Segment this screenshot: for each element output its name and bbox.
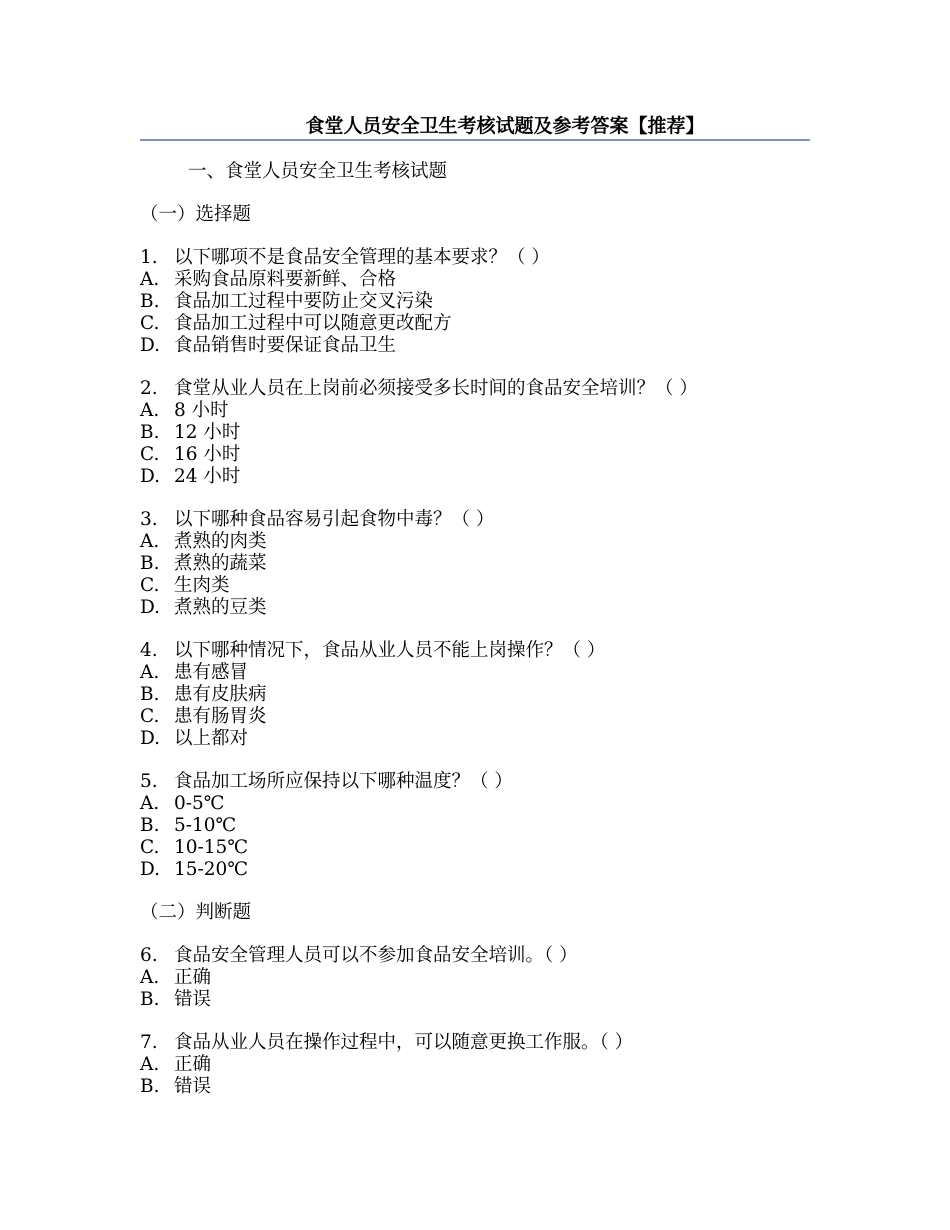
answer-option [140, 269, 810, 291]
question-block [140, 509, 810, 619]
option-text: 8 小时 [174, 400, 229, 421]
choice-question-list [140, 247, 810, 881]
question-block [140, 378, 810, 488]
question-number: 4. [140, 640, 158, 661]
answer-option [140, 989, 810, 1011]
option-label: B. [140, 815, 160, 836]
question-text: 以下哪项不是食品安全管理的基本要求？（ ） [174, 247, 550, 268]
document-body [140, 161, 810, 1119]
option-label: B. [140, 291, 160, 312]
option-text: 食品加工过程中要防止交叉污染 [174, 291, 434, 312]
question-block [140, 771, 810, 881]
option-text: 患有皮肤病 [174, 684, 267, 705]
option-text: 食品销售时要保证食品卫生 [174, 335, 397, 356]
question-text: 食品加工场所应保持以下哪种温度？（ ） [174, 771, 513, 792]
question-stem [140, 945, 810, 967]
option-label: C. [140, 837, 160, 858]
answer-option [140, 793, 810, 815]
option-label: A. [140, 967, 160, 988]
option-text: 16 小时 [174, 444, 241, 465]
option-label: A. [140, 269, 160, 290]
subsection-heading-judgment: （二）判断题 [140, 902, 252, 923]
question-stem [140, 771, 810, 793]
section-heading: 一、食堂人员安全卫生考核试题 [188, 161, 448, 182]
answer-option [140, 400, 810, 422]
option-text: 正确 [174, 1054, 212, 1075]
answer-option [140, 531, 810, 553]
option-label: B. [140, 684, 160, 705]
answer-option [140, 313, 810, 335]
option-text: 15-20℃ [174, 859, 249, 880]
option-label: B. [140, 422, 160, 443]
question-number: 1. [140, 247, 158, 268]
question-stem [140, 509, 810, 531]
answer-option [140, 575, 810, 597]
question-text: 以下哪种食品容易引起食物中毒？（ ） [174, 509, 495, 530]
option-label: A. [140, 531, 160, 552]
option-text: 患有肠胃炎 [174, 706, 267, 727]
option-text: 患有感冒 [174, 662, 249, 683]
question-block [140, 945, 810, 1011]
answer-option [140, 444, 810, 466]
answer-option [140, 553, 810, 575]
option-text: 12 小时 [174, 422, 241, 443]
option-text: 5-10℃ [174, 815, 237, 836]
option-label: D. [140, 466, 161, 487]
question-number: 2. [140, 378, 158, 399]
question-stem [140, 378, 810, 400]
question-stem [140, 1032, 810, 1054]
question-block [140, 1032, 810, 1098]
question-text: 食品安全管理人员可以不参加食品安全培训。（ ） [174, 945, 578, 966]
answer-option [140, 837, 810, 859]
option-label: C. [140, 444, 160, 465]
option-label: A. [140, 793, 160, 814]
answer-option [140, 967, 810, 989]
option-text: 采购食品原料要新鲜、合格 [174, 269, 397, 290]
answer-option [140, 662, 810, 684]
question-number: 7. [140, 1032, 158, 1053]
question-text: 食堂从业人员在上岗前必须接受多长时间的食品安全培训？（ ） [174, 378, 698, 399]
option-text: 错误 [174, 1076, 212, 1097]
option-label: D. [140, 335, 161, 356]
question-number: 3. [140, 509, 158, 530]
option-text: 生肉类 [174, 575, 230, 596]
option-label: B. [140, 989, 160, 1010]
question-stem [140, 640, 810, 662]
answer-option [140, 815, 810, 837]
option-label: A. [140, 662, 160, 683]
option-text: 24 小时 [174, 466, 241, 487]
option-label: A. [140, 400, 160, 421]
title-underline [140, 139, 810, 141]
question-number: 5. [140, 771, 158, 792]
answer-option [140, 597, 810, 619]
answer-option [140, 728, 810, 750]
option-label: D. [140, 597, 161, 618]
option-label: B. [140, 1076, 160, 1097]
answer-option [140, 422, 810, 444]
question-block [140, 247, 810, 357]
option-label: D. [140, 859, 161, 880]
option-label: B. [140, 553, 160, 574]
option-text: 煮熟的肉类 [174, 531, 267, 552]
document-title: 食堂人员安全卫生考核试题及参考答案【推荐】 [305, 115, 705, 137]
answer-option [140, 335, 810, 357]
option-text: 食品加工过程中可以随意更改配方 [174, 313, 452, 334]
option-text: 错误 [174, 989, 212, 1010]
option-text: 煮熟的蔬菜 [174, 553, 267, 574]
option-text: 正确 [174, 967, 212, 988]
option-text: 煮熟的豆类 [174, 597, 267, 618]
option-text: 以上都对 [174, 728, 249, 749]
option-text: 0-5℃ [174, 793, 225, 814]
option-label: C. [140, 313, 160, 334]
judgment-question-list [140, 945, 810, 1098]
answer-option [140, 684, 810, 706]
option-label: C. [140, 575, 160, 596]
question-number: 6. [140, 945, 158, 966]
answer-option [140, 466, 810, 488]
option-label: A. [140, 1054, 160, 1075]
answer-option [140, 1076, 810, 1098]
question-text: 食品从业人员在操作过程中，可以随意更换工作服。（ ） [174, 1032, 634, 1053]
answer-option [140, 291, 810, 313]
answer-option [140, 706, 810, 728]
question-text: 以下哪种情况下，食品从业人员不能上岗操作？（ ） [174, 640, 606, 661]
subsection-heading-choice: （一）选择题 [140, 204, 252, 225]
question-stem [140, 247, 810, 269]
answer-option [140, 1054, 810, 1076]
question-block [140, 640, 810, 750]
option-text: 10-15℃ [174, 837, 249, 858]
option-label: D. [140, 728, 161, 749]
answer-option [140, 859, 810, 881]
option-label: C. [140, 706, 160, 727]
